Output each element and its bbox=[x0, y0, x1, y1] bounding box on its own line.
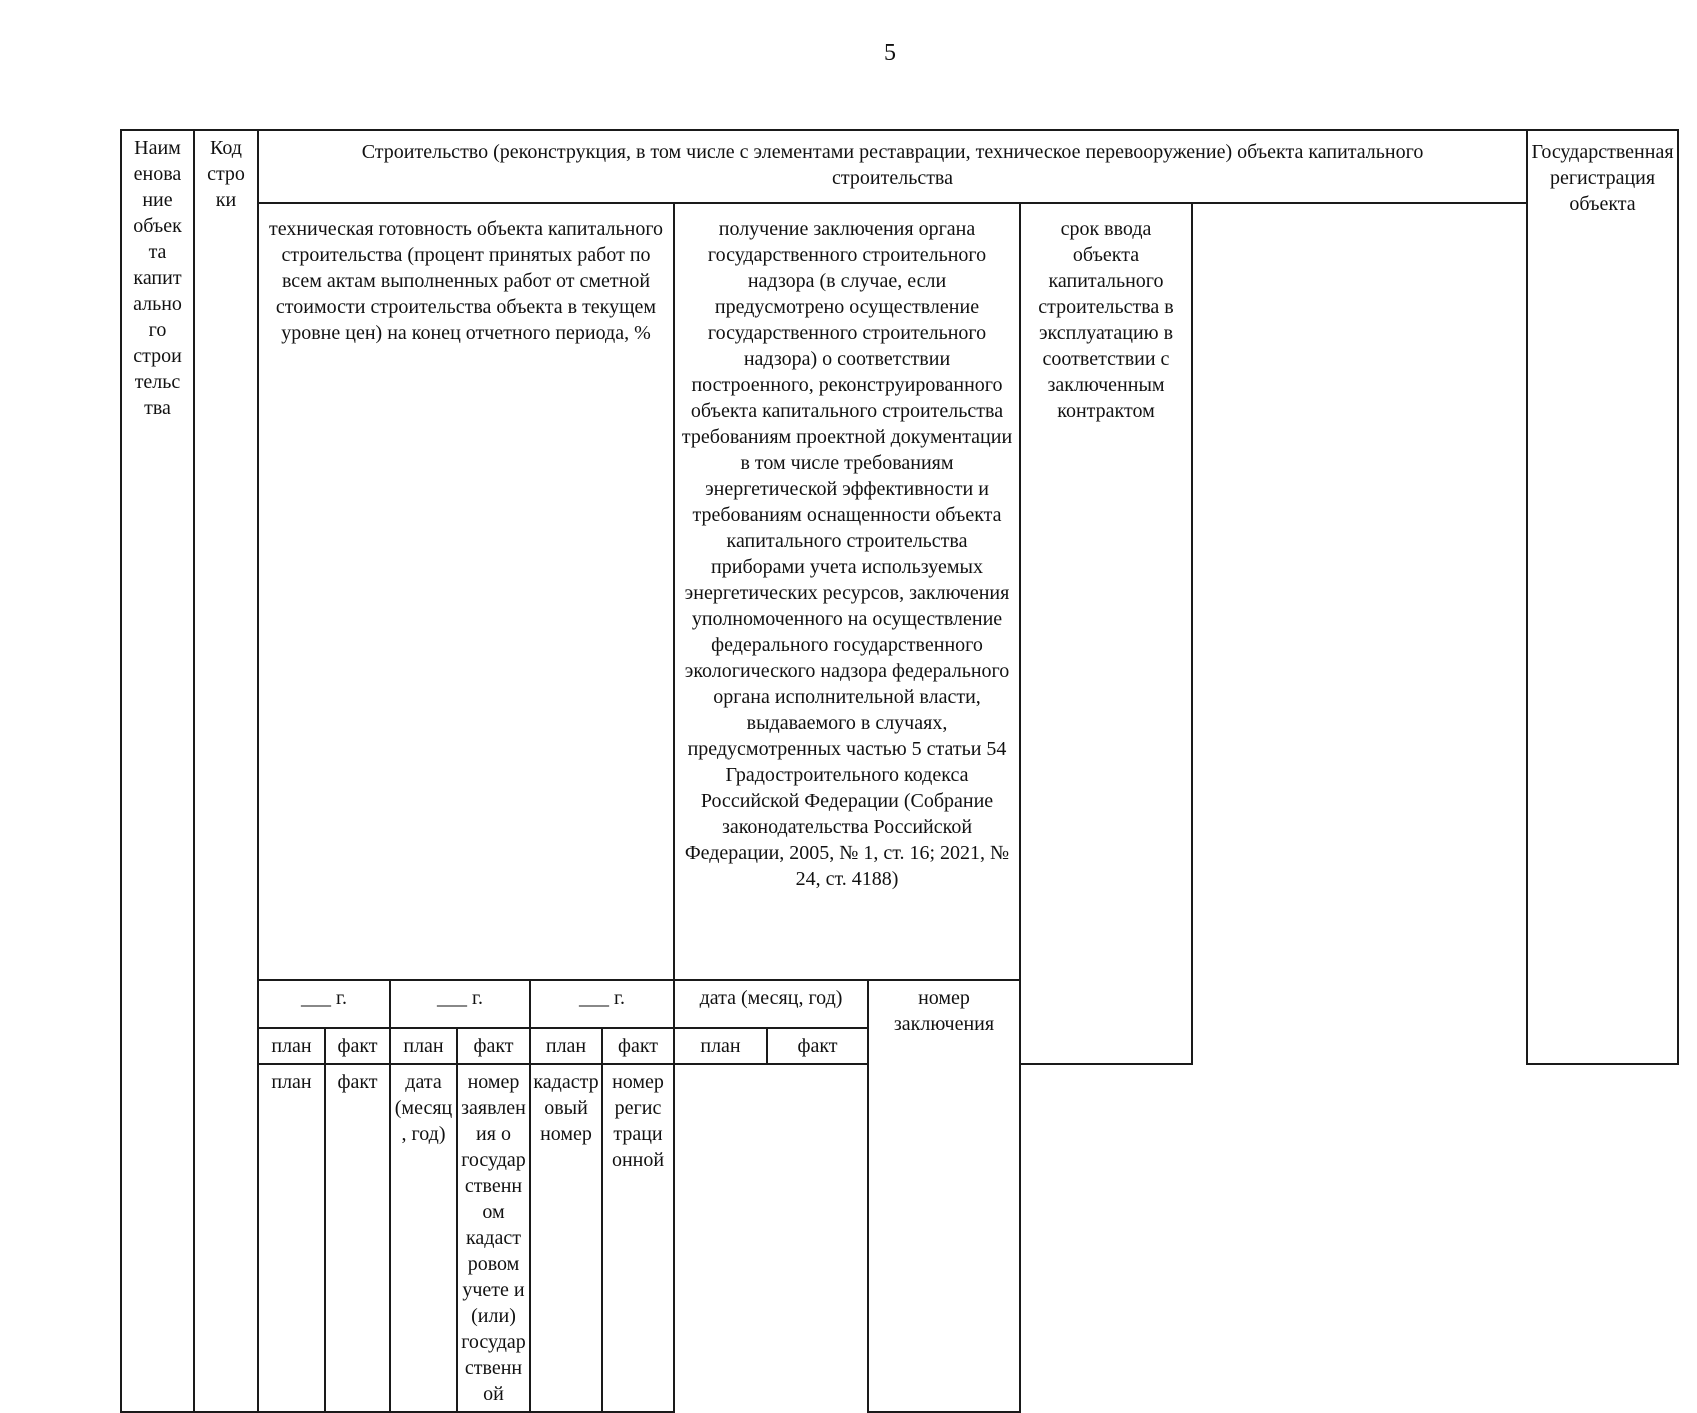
commission-term-header: срок ввода объекта капитального строительства в эксплуатацию в соответствии с заключенным контрактом bbox=[1020, 203, 1192, 1064]
page-number: 5 bbox=[884, 40, 896, 66]
year-2-plan: план bbox=[390, 1028, 457, 1064]
year-1-label: ___ г. bbox=[258, 980, 390, 1028]
year-1-plan: план bbox=[258, 1028, 325, 1064]
year-1-fact: факт bbox=[325, 1028, 390, 1064]
conclusion-date-fact: факт bbox=[767, 1028, 868, 1064]
conclusion-number-header: номер заключения bbox=[868, 980, 1020, 1412]
year-3-plan: план bbox=[530, 1028, 602, 1064]
conclusion-date-header: дата (месяц, год) bbox=[674, 980, 868, 1028]
registration-application-number-header: номер заявления о государственном кадастровом учете и (или) государственной bbox=[457, 1064, 530, 1412]
row-code-header: Код стро ки bbox=[194, 130, 258, 1412]
report-table bbox=[120, 129, 1679, 1413]
year-3-label: ___ г. bbox=[530, 980, 674, 1028]
construction-header: Строительство (реконструкция, в том числе с элементами реставрации, техническое перевооружение) объекта капитального строительства bbox=[258, 130, 1527, 203]
year-2-label: ___ г. bbox=[390, 980, 530, 1028]
commission-term-plan: план bbox=[258, 1064, 325, 1412]
cadastral-number-header: кадастр овый номер bbox=[530, 1064, 602, 1412]
object-name-header: Наим енова ние объек та капит ально го строи тельс тва bbox=[121, 130, 194, 1412]
registration-number-header: номер регис траци онной bbox=[602, 1064, 674, 1412]
year-2-fact: факт bbox=[457, 1028, 530, 1064]
registration-date-header: дата (месяц, год) bbox=[390, 1064, 457, 1412]
year-3-fact: факт bbox=[602, 1028, 674, 1064]
conclusion-date-plan: план bbox=[674, 1028, 767, 1064]
commission-term-fact: факт bbox=[325, 1064, 390, 1412]
conclusion-header: получение заключения органа государственного строительного надзора (в случае, если предусмотрено осуществление государственного строительного надзора) о соответствии построенного, реконструированного объекта капитального строительства требованиям проектной документации в том числе требованиям энергетической эффективности и требованиям оснащенности объекта капитального строительства приборами учета используемых энергетических ресурсов, заключения уполномоченного на осуществление федерального государственного экологического надзора федерального органа исполнительной власти, выдаваемого в случаях, предусмотренных частью 5 статьи 54 Градостроительного кодекса Российской Федерации (Собрание законодательства Российской Федерации, 2005, № 1, ст. 16; 2021, № 24, ст. 4188) bbox=[674, 203, 1020, 980]
registration-header: Государственная регистрация объекта bbox=[1527, 130, 1678, 1064]
technical-readiness-header: техническая готовность объекта капитального строительства (процент принятых работ по всем актам выполненных работ от сметной стоимости строительства объекта в текущем уровне цен) на конец отчетного периода, % bbox=[258, 203, 674, 980]
